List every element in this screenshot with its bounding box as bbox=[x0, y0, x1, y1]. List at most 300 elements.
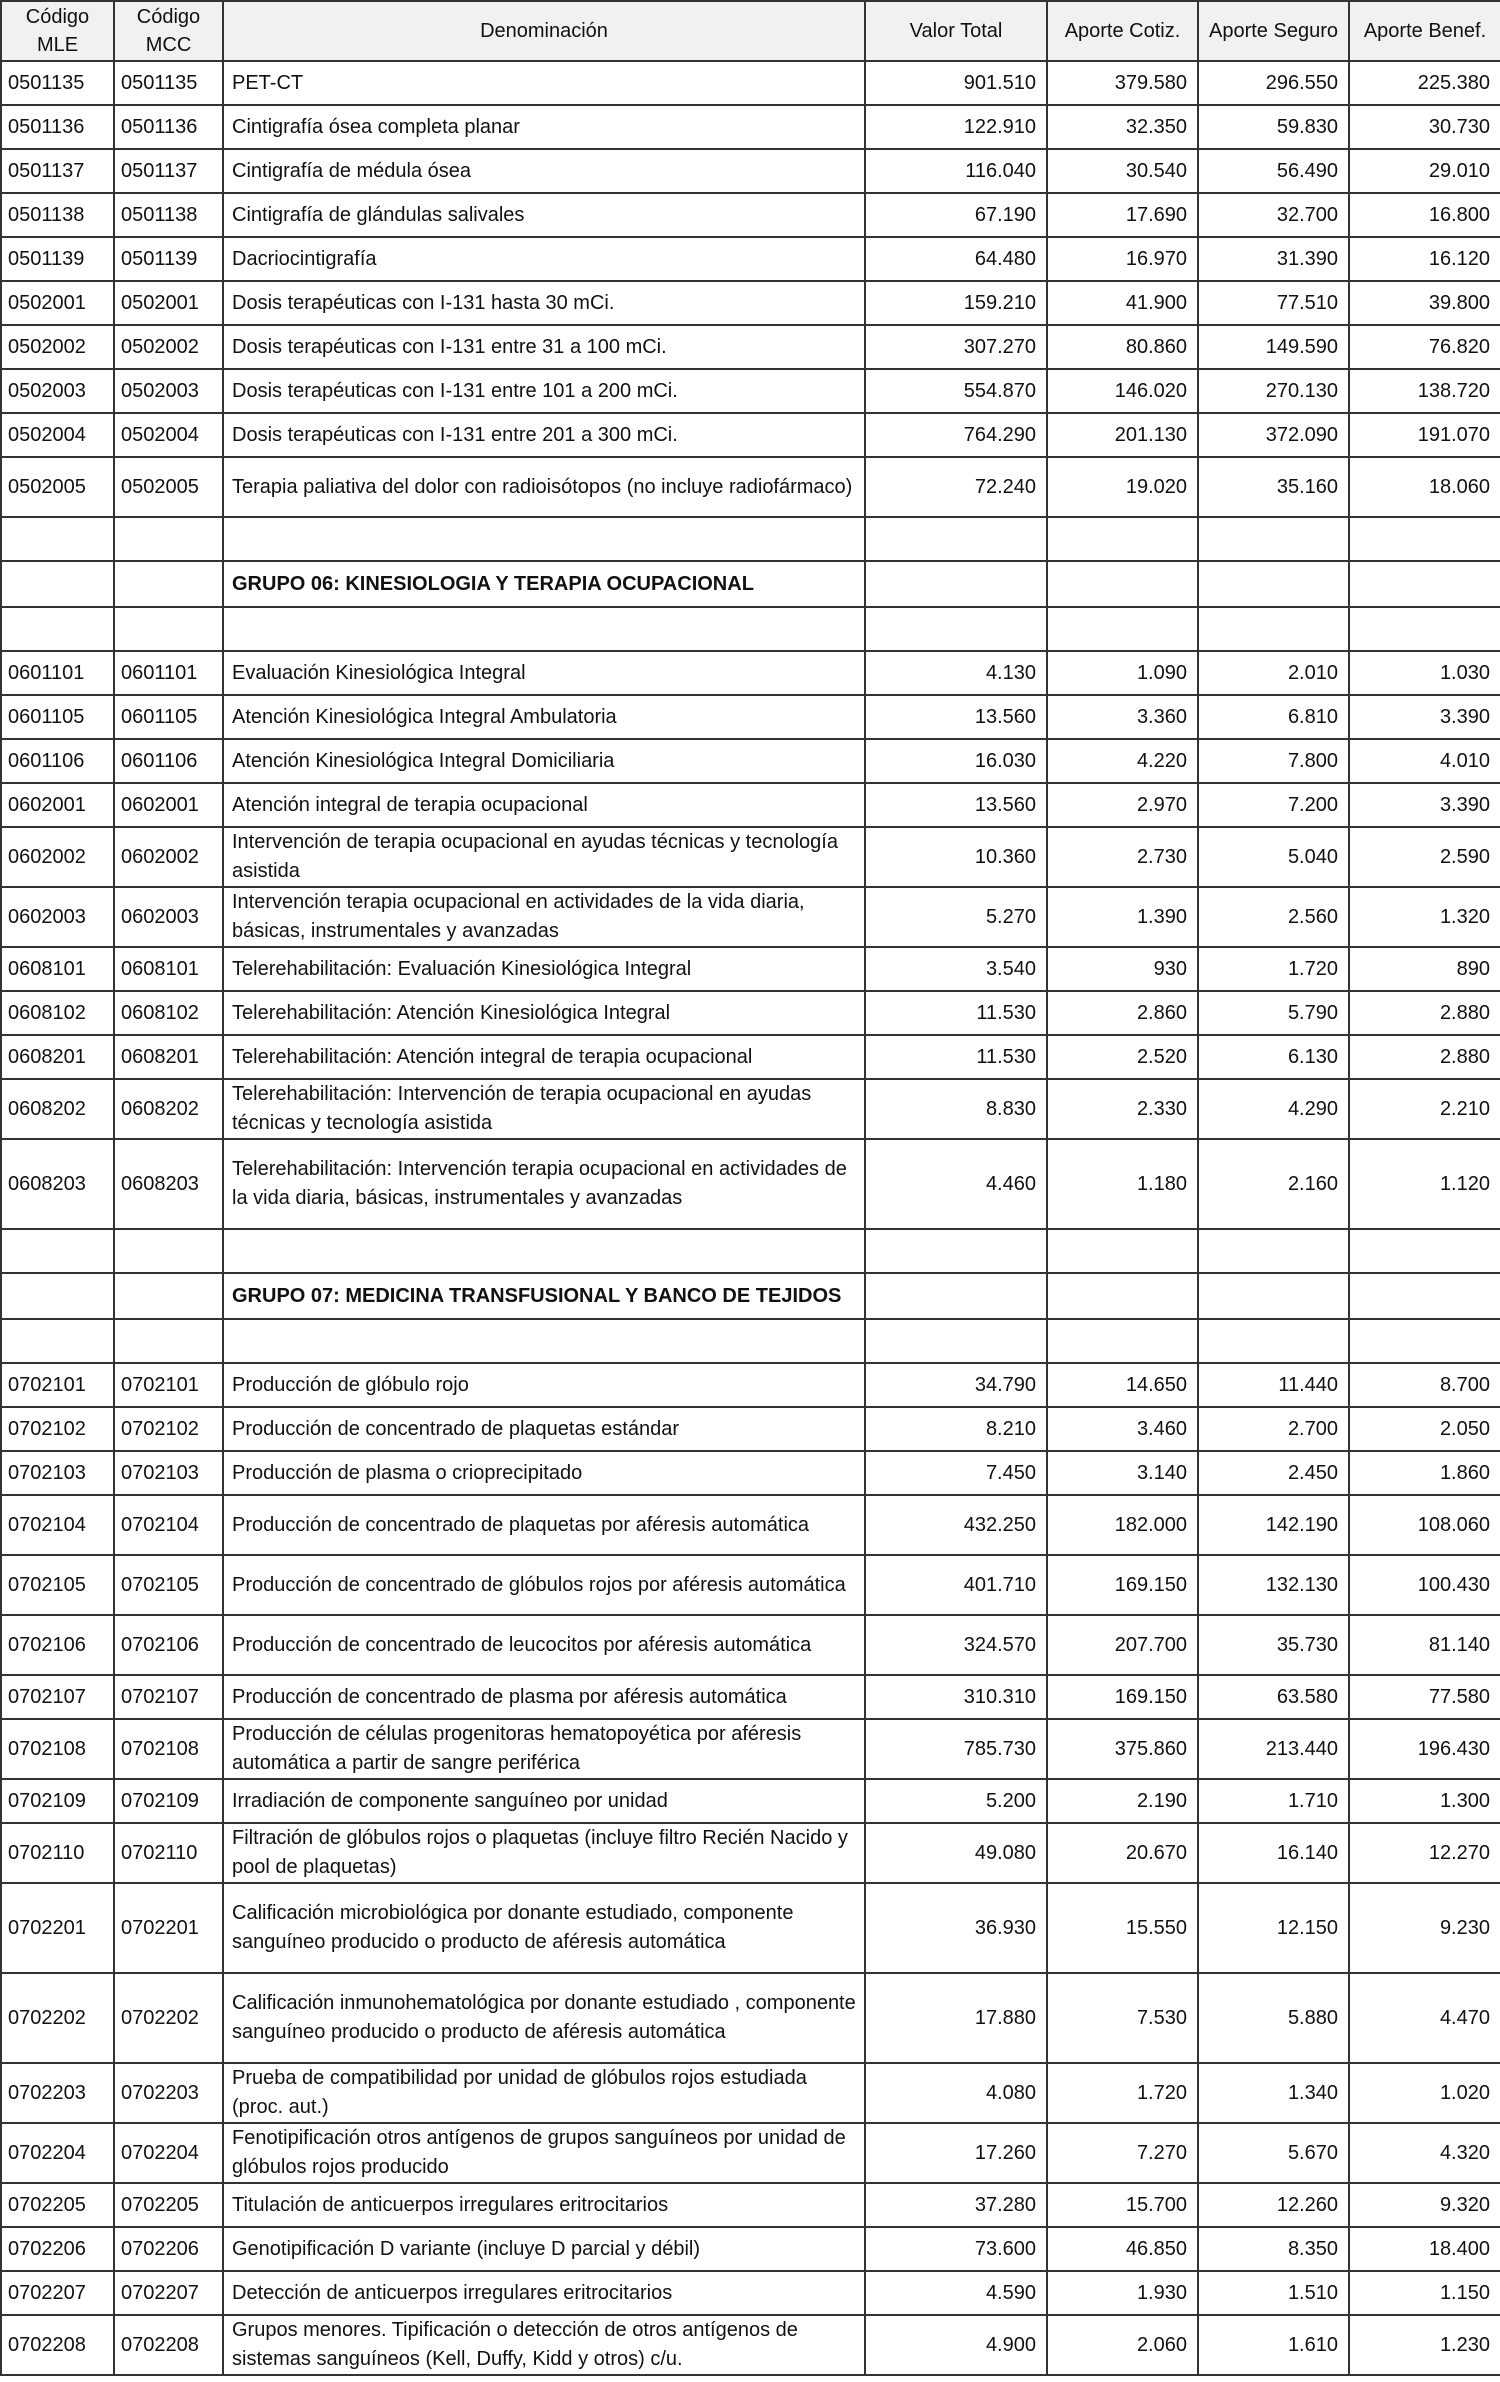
empty-cell bbox=[223, 1229, 865, 1273]
empty-cell bbox=[1198, 1319, 1349, 1363]
cell-aporte-cotiz: 46.850 bbox=[1047, 2227, 1198, 2271]
empty-cell bbox=[1047, 607, 1198, 651]
cell-denominacion: Calificación inmunohematológica por donante estudiado , componente sanguíneo producido o producto de aféresis automática bbox=[223, 1973, 865, 2063]
table-row bbox=[1, 991, 1500, 1035]
table-row bbox=[1, 1823, 1500, 1883]
cell-codigo-mle: 0702101 bbox=[1, 1363, 114, 1407]
empty-cell bbox=[1047, 561, 1198, 607]
cell-aporte-seguro: 2.560 bbox=[1198, 887, 1349, 947]
cell-aporte-cotiz: 146.020 bbox=[1047, 369, 1198, 413]
cell-denominacion: Intervención terapia ocupacional en actividades de la vida diaria, básicas, instrumentales y avanzadas bbox=[223, 887, 865, 947]
cell-codigo-mle: 0702205 bbox=[1, 2183, 114, 2227]
cell-codigo-mle: 0502005 bbox=[1, 457, 114, 517]
cell-aporte-benef: 100.430 bbox=[1349, 1555, 1500, 1615]
cell-denominacion: Cintigrafía de médula ósea bbox=[223, 149, 865, 193]
cell-aporte-benef: 108.060 bbox=[1349, 1495, 1500, 1555]
cell-denominacion: Producción de concentrado de plasma por aféresis automática bbox=[223, 1675, 865, 1719]
table-row bbox=[1, 457, 1500, 517]
empty-cell bbox=[1349, 1319, 1500, 1363]
table-row bbox=[1, 2063, 1500, 2123]
cell-valor-total: 785.730 bbox=[865, 1719, 1047, 1779]
cell-codigo-mcc: 0702204 bbox=[114, 2123, 223, 2183]
cell-aporte-cotiz: 1.180 bbox=[1047, 1139, 1198, 1229]
cell-aporte-benef: 30.730 bbox=[1349, 105, 1500, 149]
cell-denominacion: Telerehabilitación: Atención integral de terapia ocupacional bbox=[223, 1035, 865, 1079]
table-row bbox=[1, 149, 1500, 193]
cell-codigo-mle: 0502004 bbox=[1, 413, 114, 457]
empty-cell bbox=[1198, 561, 1349, 607]
cell-codigo-mle: 0501139 bbox=[1, 237, 114, 281]
empty-cell bbox=[1, 1229, 114, 1273]
cell-aporte-seguro: 2.700 bbox=[1198, 1407, 1349, 1451]
cell-codigo-mle: 0702207 bbox=[1, 2271, 114, 2315]
cell-codigo-mcc: 0601101 bbox=[114, 651, 223, 695]
cell-valor-total: 36.930 bbox=[865, 1883, 1047, 1973]
cell-codigo-mle: 0702108 bbox=[1, 1719, 114, 1779]
table-row bbox=[1, 947, 1500, 991]
cell-aporte-seguro: 12.260 bbox=[1198, 2183, 1349, 2227]
cell-aporte-cotiz: 930 bbox=[1047, 947, 1198, 991]
table-row bbox=[1, 887, 1500, 947]
cell-denominacion: Titulación de anticuerpos irregulares eritrocitarios bbox=[223, 2183, 865, 2227]
blank-row bbox=[1, 1229, 1500, 1273]
cell-codigo-mcc: 0702106 bbox=[114, 1615, 223, 1675]
cell-aporte-benef: 1.230 bbox=[1349, 2315, 1500, 2375]
cell-codigo-mcc: 0602002 bbox=[114, 827, 223, 887]
cell-denominacion: Prueba de compatibilidad por unidad de glóbulos rojos estudiada (proc. aut.) bbox=[223, 2063, 865, 2123]
cell-aporte-seguro: 7.200 bbox=[1198, 783, 1349, 827]
cell-codigo-mle: 0501135 bbox=[1, 61, 114, 105]
table-row bbox=[1, 651, 1500, 695]
table-body bbox=[1, 61, 1500, 2375]
empty-cell bbox=[1047, 1319, 1198, 1363]
cell-aporte-benef: 8.700 bbox=[1349, 1363, 1500, 1407]
empty-cell bbox=[1349, 607, 1500, 651]
cell-aporte-benef: 2.880 bbox=[1349, 1035, 1500, 1079]
cell-aporte-seguro: 142.190 bbox=[1198, 1495, 1349, 1555]
cell-codigo-mcc: 0702104 bbox=[114, 1495, 223, 1555]
cell-aporte-seguro: 372.090 bbox=[1198, 413, 1349, 457]
cell-valor-total: 37.280 bbox=[865, 2183, 1047, 2227]
cell-aporte-benef: 77.580 bbox=[1349, 1675, 1500, 1719]
cell-denominacion: Telerehabilitación: Intervención de terapia ocupacional en ayudas técnicas y tecnología asistida bbox=[223, 1079, 865, 1139]
table-row bbox=[1, 2315, 1500, 2375]
blank-row bbox=[1, 517, 1500, 561]
cell-denominacion: Genotipificación D variante (incluye D parcial y débil) bbox=[223, 2227, 865, 2271]
table-row bbox=[1, 1035, 1500, 1079]
table-row bbox=[1, 2271, 1500, 2315]
cell-codigo-mcc: 0702205 bbox=[114, 2183, 223, 2227]
cell-aporte-seguro: 2.450 bbox=[1198, 1451, 1349, 1495]
group-heading-row bbox=[1, 561, 1500, 607]
cell-codigo-mcc: 0702208 bbox=[114, 2315, 223, 2375]
cell-aporte-cotiz: 2.060 bbox=[1047, 2315, 1198, 2375]
empty-cell bbox=[114, 517, 223, 561]
table-row bbox=[1, 1079, 1500, 1139]
cell-valor-total: 64.480 bbox=[865, 237, 1047, 281]
cell-aporte-benef: 9.230 bbox=[1349, 1883, 1500, 1973]
empty-cell bbox=[223, 517, 865, 561]
cell-aporte-seguro: 77.510 bbox=[1198, 281, 1349, 325]
table-row bbox=[1, 1407, 1500, 1451]
cell-denominacion: Cintigrafía ósea completa planar bbox=[223, 105, 865, 149]
cell-denominacion: Irradiación de componente sanguíneo por unidad bbox=[223, 1779, 865, 1823]
cell-codigo-mle: 0601101 bbox=[1, 651, 114, 695]
header-aporte-seguro: Aporte Seguro bbox=[1198, 1, 1349, 61]
table-row bbox=[1, 739, 1500, 783]
empty-cell bbox=[1198, 1229, 1349, 1273]
cell-aporte-seguro: 5.790 bbox=[1198, 991, 1349, 1035]
cell-aporte-seguro: 5.880 bbox=[1198, 1973, 1349, 2063]
cell-codigo-mle: 0702110 bbox=[1, 1823, 114, 1883]
cell-valor-total: 4.130 bbox=[865, 651, 1047, 695]
cell-aporte-benef: 18.060 bbox=[1349, 457, 1500, 517]
cell-aporte-benef: 2.050 bbox=[1349, 1407, 1500, 1451]
cell-valor-total: 16.030 bbox=[865, 739, 1047, 783]
cell-aporte-benef: 16.800 bbox=[1349, 193, 1500, 237]
cell-aporte-benef: 4.320 bbox=[1349, 2123, 1500, 2183]
cell-codigo-mle: 0702102 bbox=[1, 1407, 114, 1451]
cell-denominacion: Atención integral de terapia ocupacional bbox=[223, 783, 865, 827]
cell-codigo-mcc: 0702207 bbox=[114, 2271, 223, 2315]
cell-codigo-mcc: 0608101 bbox=[114, 947, 223, 991]
cell-codigo-mle: 0702204 bbox=[1, 2123, 114, 2183]
cell-codigo-mcc: 0601105 bbox=[114, 695, 223, 739]
cell-aporte-benef: 2.880 bbox=[1349, 991, 1500, 1035]
cell-aporte-cotiz: 20.670 bbox=[1047, 1823, 1198, 1883]
cell-codigo-mle: 0702104 bbox=[1, 1495, 114, 1555]
cell-codigo-mle: 0602003 bbox=[1, 887, 114, 947]
cell-aporte-seguro: 63.580 bbox=[1198, 1675, 1349, 1719]
table-row bbox=[1, 2183, 1500, 2227]
cell-aporte-cotiz: 2.190 bbox=[1047, 1779, 1198, 1823]
table-row bbox=[1, 1139, 1500, 1229]
cell-valor-total: 11.530 bbox=[865, 991, 1047, 1035]
cell-codigo-mcc: 0702105 bbox=[114, 1555, 223, 1615]
cell-denominacion: Fenotipificación otros antígenos de grupos sanguíneos por unidad de glóbulos rojos producido bbox=[223, 2123, 865, 2183]
cell-aporte-benef: 2.210 bbox=[1349, 1079, 1500, 1139]
empty-cell bbox=[1349, 561, 1500, 607]
cell-aporte-benef: 2.590 bbox=[1349, 827, 1500, 887]
cell-denominacion: Telerehabilitación: Evaluación Kinesiológica Integral bbox=[223, 947, 865, 991]
cell-codigo-mcc: 0702203 bbox=[114, 2063, 223, 2123]
header-aporte-cotiz: Aporte Cotiz. bbox=[1047, 1, 1198, 61]
cell-valor-total: 13.560 bbox=[865, 783, 1047, 827]
cell-denominacion: Producción de plasma o crioprecipitado bbox=[223, 1451, 865, 1495]
cell-aporte-cotiz: 17.690 bbox=[1047, 193, 1198, 237]
cell-aporte-benef: 191.070 bbox=[1349, 413, 1500, 457]
cell-valor-total: 554.870 bbox=[865, 369, 1047, 413]
cell-denominacion: Terapia paliativa del dolor con radioisótopos (no incluye radiofármaco) bbox=[223, 457, 865, 517]
group-heading-row bbox=[1, 1273, 1500, 1319]
cell-aporte-seguro: 1.510 bbox=[1198, 2271, 1349, 2315]
empty-cell bbox=[865, 1229, 1047, 1273]
cell-codigo-mcc: 0601106 bbox=[114, 739, 223, 783]
cell-aporte-cotiz: 2.520 bbox=[1047, 1035, 1198, 1079]
cell-aporte-cotiz: 15.700 bbox=[1047, 2183, 1198, 2227]
cell-aporte-seguro: 2.010 bbox=[1198, 651, 1349, 695]
cell-codigo-mle: 0502002 bbox=[1, 325, 114, 369]
empty-cell bbox=[114, 607, 223, 651]
cell-aporte-cotiz: 16.970 bbox=[1047, 237, 1198, 281]
cell-codigo-mcc: 0608203 bbox=[114, 1139, 223, 1229]
cell-codigo-mle: 0608202 bbox=[1, 1079, 114, 1139]
cell-aporte-benef: 3.390 bbox=[1349, 783, 1500, 827]
cell-aporte-seguro: 1.710 bbox=[1198, 1779, 1349, 1823]
cell-aporte-benef: 225.380 bbox=[1349, 61, 1500, 105]
cell-codigo-mcc: 0608202 bbox=[114, 1079, 223, 1139]
empty-cell bbox=[114, 1319, 223, 1363]
table-row bbox=[1, 1719, 1500, 1779]
cell-aporte-benef: 890 bbox=[1349, 947, 1500, 991]
cell-aporte-cotiz: 1.720 bbox=[1047, 2063, 1198, 2123]
cell-codigo-mle: 0702109 bbox=[1, 1779, 114, 1823]
cell-aporte-cotiz: 1.930 bbox=[1047, 2271, 1198, 2315]
cell-aporte-cotiz: 80.860 bbox=[1047, 325, 1198, 369]
cell-valor-total: 4.080 bbox=[865, 2063, 1047, 2123]
cell-denominacion: Atención Kinesiológica Integral Ambulatoria bbox=[223, 695, 865, 739]
cell-aporte-seguro: 296.550 bbox=[1198, 61, 1349, 105]
cell-valor-total: 401.710 bbox=[865, 1555, 1047, 1615]
cell-denominacion: Producción de glóbulo rojo bbox=[223, 1363, 865, 1407]
cell-codigo-mcc: 0502002 bbox=[114, 325, 223, 369]
cell-aporte-benef: 138.720 bbox=[1349, 369, 1500, 413]
cell-aporte-seguro: 35.160 bbox=[1198, 457, 1349, 517]
cell-codigo-mle: 0502001 bbox=[1, 281, 114, 325]
empty-cell bbox=[865, 517, 1047, 561]
cell-aporte-seguro: 6.810 bbox=[1198, 695, 1349, 739]
cell-codigo-mcc: 0702102 bbox=[114, 1407, 223, 1451]
cell-aporte-seguro: 5.670 bbox=[1198, 2123, 1349, 2183]
cell-valor-total: 159.210 bbox=[865, 281, 1047, 325]
table-header bbox=[1, 1, 1500, 61]
cell-aporte-cotiz: 2.860 bbox=[1047, 991, 1198, 1035]
cell-valor-total: 4.460 bbox=[865, 1139, 1047, 1229]
cell-valor-total: 116.040 bbox=[865, 149, 1047, 193]
table-row bbox=[1, 1615, 1500, 1675]
cell-denominacion: Dosis terapéuticas con I-131 entre 101 a 200 mCi. bbox=[223, 369, 865, 413]
cell-aporte-cotiz: 2.730 bbox=[1047, 827, 1198, 887]
cell-codigo-mle: 0702206 bbox=[1, 2227, 114, 2271]
cell-codigo-mcc: 0502005 bbox=[114, 457, 223, 517]
cell-aporte-cotiz: 2.970 bbox=[1047, 783, 1198, 827]
cell-aporte-seguro: 132.130 bbox=[1198, 1555, 1349, 1615]
table-row bbox=[1, 237, 1500, 281]
cell-valor-total: 7.450 bbox=[865, 1451, 1047, 1495]
cell-valor-total: 5.270 bbox=[865, 887, 1047, 947]
cell-codigo-mle: 0702105 bbox=[1, 1555, 114, 1615]
empty-cell bbox=[114, 1229, 223, 1273]
cell-codigo-mle: 0601105 bbox=[1, 695, 114, 739]
cell-codigo-mcc: 0608102 bbox=[114, 991, 223, 1035]
header-denominacion: Denominación bbox=[223, 1, 865, 61]
cell-aporte-seguro: 2.160 bbox=[1198, 1139, 1349, 1229]
cell-denominacion: Evaluación Kinesiológica Integral bbox=[223, 651, 865, 695]
cell-aporte-benef: 1.030 bbox=[1349, 651, 1500, 695]
cell-valor-total: 324.570 bbox=[865, 1615, 1047, 1675]
cell-codigo-mle: 0702208 bbox=[1, 2315, 114, 2375]
cell-aporte-benef: 12.270 bbox=[1349, 1823, 1500, 1883]
empty-cell bbox=[1349, 517, 1500, 561]
cell-denominacion: Dosis terapéuticas con I-131 hasta 30 mCi. bbox=[223, 281, 865, 325]
cell-aporte-cotiz: 1.390 bbox=[1047, 887, 1198, 947]
empty-cell bbox=[1, 607, 114, 651]
cell-aporte-seguro: 213.440 bbox=[1198, 1719, 1349, 1779]
table-row bbox=[1, 1973, 1500, 2063]
cell-aporte-benef: 18.400 bbox=[1349, 2227, 1500, 2271]
cell-aporte-cotiz: 1.090 bbox=[1047, 651, 1198, 695]
cell-aporte-cotiz: 375.860 bbox=[1047, 1719, 1198, 1779]
empty-cell bbox=[1047, 517, 1198, 561]
cell-aporte-seguro: 59.830 bbox=[1198, 105, 1349, 149]
cell-aporte-cotiz: 3.140 bbox=[1047, 1451, 1198, 1495]
cell-codigo-mle: 0702201 bbox=[1, 1883, 114, 1973]
cell-codigo-mcc: 0502003 bbox=[114, 369, 223, 413]
empty-cell bbox=[1, 561, 114, 607]
cell-aporte-benef: 196.430 bbox=[1349, 1719, 1500, 1779]
cell-valor-total: 4.900 bbox=[865, 2315, 1047, 2375]
cell-denominacion: Detección de anticuerpos irregulares eritrocitarios bbox=[223, 2271, 865, 2315]
cell-valor-total: 10.360 bbox=[865, 827, 1047, 887]
empty-cell bbox=[223, 607, 865, 651]
empty-cell bbox=[1198, 607, 1349, 651]
cell-denominacion: Dacriocintigrafía bbox=[223, 237, 865, 281]
cell-valor-total: 17.260 bbox=[865, 2123, 1047, 2183]
cell-aporte-seguro: 6.130 bbox=[1198, 1035, 1349, 1079]
cell-codigo-mcc: 0702109 bbox=[114, 1779, 223, 1823]
cell-denominacion: Telerehabilitación: Intervención terapia ocupacional en actividades de la vida diaria, básicas, instrumentales y avanzadas bbox=[223, 1139, 865, 1229]
cell-aporte-cotiz: 30.540 bbox=[1047, 149, 1198, 193]
cell-aporte-cotiz: 7.530 bbox=[1047, 1973, 1198, 2063]
table-row bbox=[1, 1451, 1500, 1495]
cell-codigo-mcc: 0608201 bbox=[114, 1035, 223, 1079]
cell-aporte-benef: 1.120 bbox=[1349, 1139, 1500, 1229]
empty-cell bbox=[865, 1273, 1047, 1319]
cell-aporte-benef: 1.320 bbox=[1349, 887, 1500, 947]
cell-valor-total: 307.270 bbox=[865, 325, 1047, 369]
empty-cell bbox=[114, 1273, 223, 1319]
cell-aporte-cotiz: 7.270 bbox=[1047, 2123, 1198, 2183]
empty-cell bbox=[1198, 517, 1349, 561]
cell-denominacion: Producción de concentrado de glóbulos rojos por aféresis automática bbox=[223, 1555, 865, 1615]
cell-denominacion: Dosis terapéuticas con I-131 entre 31 a 100 mCi. bbox=[223, 325, 865, 369]
cell-denominacion: Atención Kinesiológica Integral Domiciliaria bbox=[223, 739, 865, 783]
cell-aporte-benef: 4.470 bbox=[1349, 1973, 1500, 2063]
cell-codigo-mcc: 0501138 bbox=[114, 193, 223, 237]
cell-aporte-benef: 39.800 bbox=[1349, 281, 1500, 325]
cell-aporte-seguro: 5.040 bbox=[1198, 827, 1349, 887]
group-title: GRUPO 07: MEDICINA TRANSFUSIONAL Y BANCO DE TEJIDOS bbox=[223, 1273, 865, 1319]
cell-valor-total: 11.530 bbox=[865, 1035, 1047, 1079]
cell-valor-total: 49.080 bbox=[865, 1823, 1047, 1883]
table-row bbox=[1, 2123, 1500, 2183]
empty-cell bbox=[1047, 1273, 1198, 1319]
cell-valor-total: 8.830 bbox=[865, 1079, 1047, 1139]
cell-valor-total: 901.510 bbox=[865, 61, 1047, 105]
table-row bbox=[1, 1495, 1500, 1555]
cell-valor-total: 17.880 bbox=[865, 1973, 1047, 2063]
cell-codigo-mle: 0608203 bbox=[1, 1139, 114, 1229]
table-row bbox=[1, 1675, 1500, 1719]
cell-codigo-mle: 0501137 bbox=[1, 149, 114, 193]
cell-aporte-cotiz: 3.360 bbox=[1047, 695, 1198, 739]
table-row bbox=[1, 1883, 1500, 1973]
cell-codigo-mle: 0702202 bbox=[1, 1973, 114, 2063]
header-codigo-mcc: Código MCC bbox=[114, 1, 223, 61]
cell-aporte-benef: 29.010 bbox=[1349, 149, 1500, 193]
cell-codigo-mcc: 0702107 bbox=[114, 1675, 223, 1719]
table-row bbox=[1, 325, 1500, 369]
empty-cell bbox=[1, 517, 114, 561]
cell-codigo-mle: 0702107 bbox=[1, 1675, 114, 1719]
cell-denominacion: Producción de concentrado de plaquetas por aféresis automática bbox=[223, 1495, 865, 1555]
cell-valor-total: 764.290 bbox=[865, 413, 1047, 457]
cell-codigo-mle: 0502003 bbox=[1, 369, 114, 413]
cell-valor-total: 34.790 bbox=[865, 1363, 1047, 1407]
cell-valor-total: 67.190 bbox=[865, 193, 1047, 237]
cell-valor-total: 122.910 bbox=[865, 105, 1047, 149]
table-row bbox=[1, 281, 1500, 325]
empty-cell bbox=[865, 1319, 1047, 1363]
cell-aporte-cotiz: 15.550 bbox=[1047, 1883, 1198, 1973]
cell-codigo-mcc: 0702201 bbox=[114, 1883, 223, 1973]
cell-aporte-seguro: 31.390 bbox=[1198, 237, 1349, 281]
cell-aporte-cotiz: 169.150 bbox=[1047, 1675, 1198, 1719]
table-row bbox=[1, 783, 1500, 827]
empty-cell bbox=[114, 561, 223, 607]
cell-codigo-mcc: 0501136 bbox=[114, 105, 223, 149]
cell-aporte-seguro: 8.350 bbox=[1198, 2227, 1349, 2271]
cell-aporte-cotiz: 201.130 bbox=[1047, 413, 1198, 457]
group-title: GRUPO 06: KINESIOLOGIA Y TERAPIA OCUPACIONAL bbox=[223, 561, 865, 607]
cell-aporte-seguro: 32.700 bbox=[1198, 193, 1349, 237]
cell-aporte-seguro: 35.730 bbox=[1198, 1615, 1349, 1675]
table-row bbox=[1, 413, 1500, 457]
cell-aporte-benef: 76.820 bbox=[1349, 325, 1500, 369]
cell-denominacion: Cintigrafía de glándulas salivales bbox=[223, 193, 865, 237]
table-row bbox=[1, 105, 1500, 149]
cell-aporte-benef: 1.860 bbox=[1349, 1451, 1500, 1495]
cell-denominacion: Grupos menores. Tipificación o detección de otros antígenos de sistemas sanguíneos (Kell, Duffy, Kidd y otros) c/u. bbox=[223, 2315, 865, 2375]
cell-codigo-mcc: 0702206 bbox=[114, 2227, 223, 2271]
cell-aporte-benef: 4.010 bbox=[1349, 739, 1500, 783]
cell-aporte-seguro: 11.440 bbox=[1198, 1363, 1349, 1407]
cell-aporte-seguro: 149.590 bbox=[1198, 325, 1349, 369]
table-row bbox=[1, 193, 1500, 237]
cell-codigo-mle: 0608101 bbox=[1, 947, 114, 991]
cell-aporte-seguro: 270.130 bbox=[1198, 369, 1349, 413]
table-row bbox=[1, 1555, 1500, 1615]
cell-aporte-benef: 9.320 bbox=[1349, 2183, 1500, 2227]
cell-aporte-cotiz: 169.150 bbox=[1047, 1555, 1198, 1615]
blank-row bbox=[1, 607, 1500, 651]
cell-aporte-benef: 3.390 bbox=[1349, 695, 1500, 739]
cell-valor-total: 73.600 bbox=[865, 2227, 1047, 2271]
blank-row bbox=[1, 1319, 1500, 1363]
cell-aporte-seguro: 16.140 bbox=[1198, 1823, 1349, 1883]
cell-codigo-mle: 0602001 bbox=[1, 783, 114, 827]
cell-codigo-mcc: 0702101 bbox=[114, 1363, 223, 1407]
table-row bbox=[1, 695, 1500, 739]
cell-codigo-mle: 0608102 bbox=[1, 991, 114, 1035]
cell-denominacion: Producción de células progenitoras hematopoyética por aféresis automática a partir de sangre periférica bbox=[223, 1719, 865, 1779]
empty-cell bbox=[1047, 1229, 1198, 1273]
cell-codigo-mle: 0702203 bbox=[1, 2063, 114, 2123]
cell-denominacion: Telerehabilitación: Atención Kinesiológica Integral bbox=[223, 991, 865, 1035]
table-row bbox=[1, 827, 1500, 887]
cell-valor-total: 432.250 bbox=[865, 1495, 1047, 1555]
cell-denominacion: Intervención de terapia ocupacional en ayudas técnicas y tecnología asistida bbox=[223, 827, 865, 887]
